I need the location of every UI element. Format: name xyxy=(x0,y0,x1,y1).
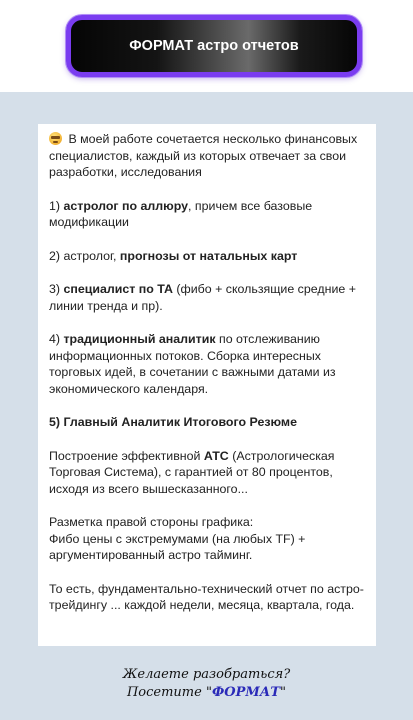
format-title-label: ФОРМАТ астро отчетов xyxy=(129,38,299,54)
header-area xyxy=(0,0,413,92)
format-brand-link[interactable]: ФОРМАТ xyxy=(211,685,281,700)
item-1: 1) астролог по аллюру, причем все базовые модификации xyxy=(49,198,313,229)
item-4: 4) традиционный аналитик по отслеживанию информационных потоков. Сборка интересных торговых идей, в сочетании с важными датами из экономического календаря. xyxy=(49,332,336,396)
format-title-button[interactable] xyxy=(66,15,362,77)
footer-visit-line: Посетите "ФОРМАТ" xyxy=(126,685,287,700)
post-card xyxy=(38,124,376,646)
markup-paragraph: Разметка правой стороны графика: Фибо цены с экстремумами (на любых TF) + аргументированный астро тайминг. xyxy=(49,515,306,562)
item-5: 5) Главный Аналитик Итогового Резюме xyxy=(49,415,297,429)
summary-paragraph: То есть, фундаментально-технический отчет по астро-трейдингу ... каждой недели, месяца, квартала, года. xyxy=(49,581,364,612)
intro-paragraph: В моей работе сочетается несколько финансовых специалистов, каждый из которых отвечает за свои разработки, исследования xyxy=(49,132,358,179)
footer-cta xyxy=(0,666,413,702)
footer-question: Желаете разобраться? xyxy=(122,667,291,682)
ats-paragraph: Построение эффективной АТС (Астрологическая Торговая Система), с гарантией от 80 процентов, исходя из всего вышесказанного... xyxy=(49,448,335,496)
item-3: 3) специалист по ТА (фибо + скользящие средние + линии тренда и пр). xyxy=(49,282,356,313)
smiling-face-icon xyxy=(49,132,62,145)
item-2: 2) астролог, прогнозы от натальных карт xyxy=(49,248,298,263)
